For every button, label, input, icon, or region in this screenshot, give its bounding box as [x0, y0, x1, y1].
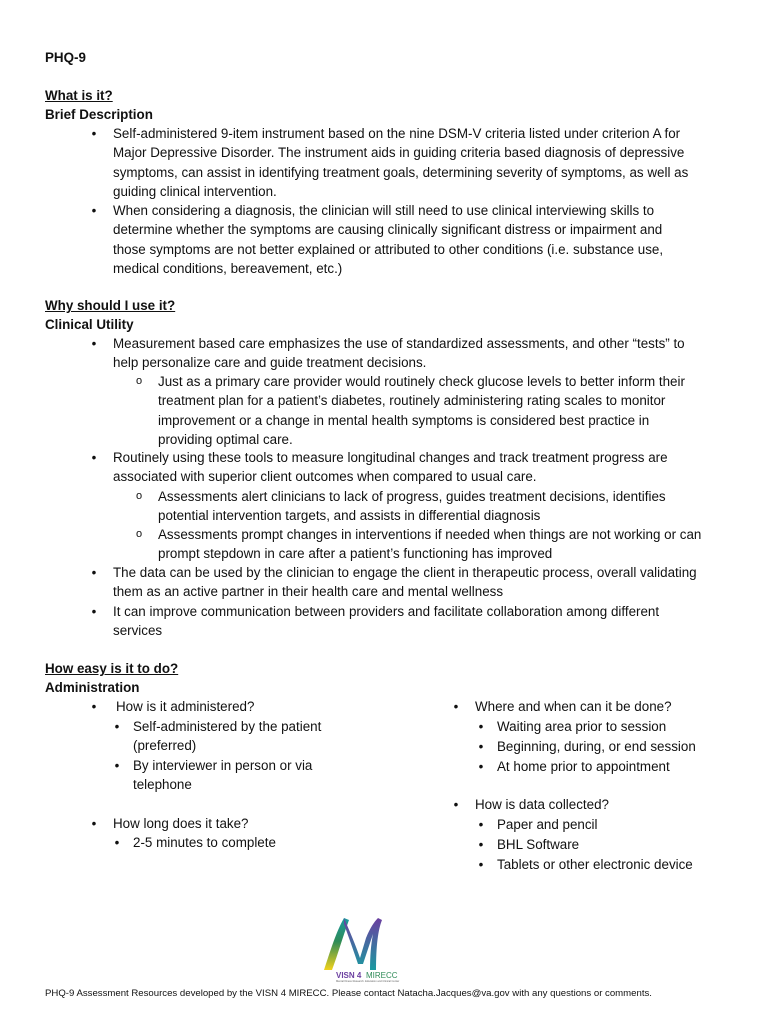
bullet-line: At home prior to appointment: [497, 759, 670, 774]
bullet-line: determine whether the symptoms are causing clinically significant distress or impairment and: [113, 222, 663, 238]
bullet-line: services: [113, 623, 163, 639]
bullet-line: medical conditions, bereavement, etc.): [113, 261, 343, 277]
section-why-subheading: Clinical Utility: [45, 317, 134, 332]
bullet-line: By interviewer in person or via: [133, 758, 313, 773]
bullet-line: Assessments prompt changes in interventions if needed when things are not working or can: [158, 527, 702, 542]
bullet-icon: •: [478, 857, 484, 872]
bullet-line: The data can be used by the clinician to engage the client in therapeutic process, overall validating: [113, 565, 697, 580]
bullet-line: Self-administered by the patient: [133, 719, 322, 734]
bullet-line: them as an active partner in their health care and mental wellness: [113, 584, 504, 600]
bullet-line: Self-administered 9-item instrument based on the nine DSM-V criteria listed under criterion A for: [113, 126, 681, 141]
bullet-line: Assessments alert clinicians to lack of progress, guides treatment decisions, identifies: [158, 489, 666, 504]
bullet-icon: •: [114, 758, 120, 773]
bullet-line: It can improve communication between providers and facilitate collaboration among different: [113, 604, 660, 619]
svg-text:MIRECC: MIRECC: [366, 971, 398, 980]
bullet-line: (preferred): [133, 738, 197, 754]
bullet-icon: •: [478, 817, 484, 832]
bullet-line: Tablets or other electronic device: [497, 857, 693, 872]
bullet-line: Measurement based care emphasizes the use of standardized assessments, and other “tests” to: [113, 336, 685, 351]
bullet-line: help personalize care and guide treatment decisions.: [113, 355, 427, 371]
bullet-line: those symptoms are not better explained or attributed to other conditions (i.e. substance use,: [113, 241, 664, 257]
bullet-icon: •: [91, 203, 97, 218]
bullet-icon: •: [91, 816, 97, 831]
section-what-heading: What is it?: [45, 88, 113, 103]
section-what-subheading: Brief Description: [45, 107, 153, 122]
bullet-line: Routinely using these tools to measure longitudinal changes and track treatment progress are: [113, 450, 668, 465]
bullet-icon: •: [91, 699, 97, 714]
bullet-icon: •: [453, 797, 459, 812]
bullet-line: symptoms, can assist in identifying treatment goals, determining severity of symptoms, as well as: [113, 164, 689, 180]
bullet-icon: •: [478, 759, 484, 774]
bullet-icon: •: [91, 336, 97, 351]
bullet-line: guiding clinical intervention.: [113, 184, 277, 200]
bullet-line: When considering a diagnosis, the clinician will still need to use clinical interviewing skills to: [113, 203, 655, 218]
bullet-line: Major Depressive Disorder. The instrument aids in guiding criteria based diagnosis of depressive: [113, 145, 685, 161]
bullet-icon: •: [91, 604, 97, 619]
bullet-line: Waiting area prior to session: [497, 719, 667, 734]
question-duration: How long does it take?: [113, 816, 249, 831]
bullet-line: prompt stepdown in care after a patient’s functioning has improved: [158, 546, 553, 562]
bullet-line: improvement or a change in mental health symptoms is considered best practice in: [158, 412, 650, 428]
bullet-icon: •: [114, 719, 120, 734]
footer-text: PHQ-9 Assessment Resources developed by the VISN 4 MIRECC. Please contact Natacha.Jacques@va.gov with any questions or comments.: [45, 988, 652, 999]
question-data-collection: How is data collected?: [475, 797, 609, 812]
svg-text:VISN 4: VISN 4: [336, 971, 362, 980]
bullet-line: 2-5 minutes to complete: [133, 835, 276, 850]
sub-bullet-icon: o: [135, 375, 143, 387]
question-administered: How is it administered?: [116, 699, 255, 714]
bullet-line: Beginning, during, or end session: [497, 739, 696, 754]
bullet-line: BHL Software: [497, 837, 580, 852]
sub-bullet-icon: o: [135, 490, 143, 502]
bullet-line: Just as a primary care provider would routinely check glucose levels to better inform their: [158, 374, 685, 389]
bullet-line: providing optimal care.: [158, 432, 293, 448]
bullet-icon: •: [91, 126, 97, 141]
bullet-line: associated with superior client outcomes when compared to usual care.: [113, 469, 537, 485]
doc-title: PHQ-9: [45, 50, 86, 65]
bullet-line: telephone: [133, 777, 192, 793]
section-how-subheading: Administration: [45, 680, 140, 695]
mirecc-logo: [316, 912, 408, 982]
section-why-heading: Why should I use it?: [45, 298, 176, 313]
bullet-line: potential intervention targets, and assists in differential diagnosis: [158, 508, 541, 524]
sub-bullet-icon: o: [135, 528, 143, 540]
bullet-icon: •: [114, 835, 120, 850]
bullet-icon: •: [478, 719, 484, 734]
bullet-line: Paper and pencil: [497, 817, 598, 832]
bullet-icon: •: [478, 739, 484, 754]
bullet-icon: •: [91, 565, 97, 580]
bullet-icon: •: [91, 450, 97, 465]
bullet-icon: •: [478, 837, 484, 852]
bullet-icon: •: [453, 699, 459, 714]
section-how-heading: How easy is it to do?: [45, 661, 179, 676]
question-where-when: Where and when can it be done?: [475, 699, 672, 714]
svg-text:Mental Illness Research, Educa: Mental Illness Research, Education and Clinical Center: [336, 980, 400, 982]
bullet-line: treatment plan for a patient’s diabetes, routinely administering rating scales to monitor: [158, 393, 666, 409]
mirecc-logo-icon: [316, 912, 408, 982]
